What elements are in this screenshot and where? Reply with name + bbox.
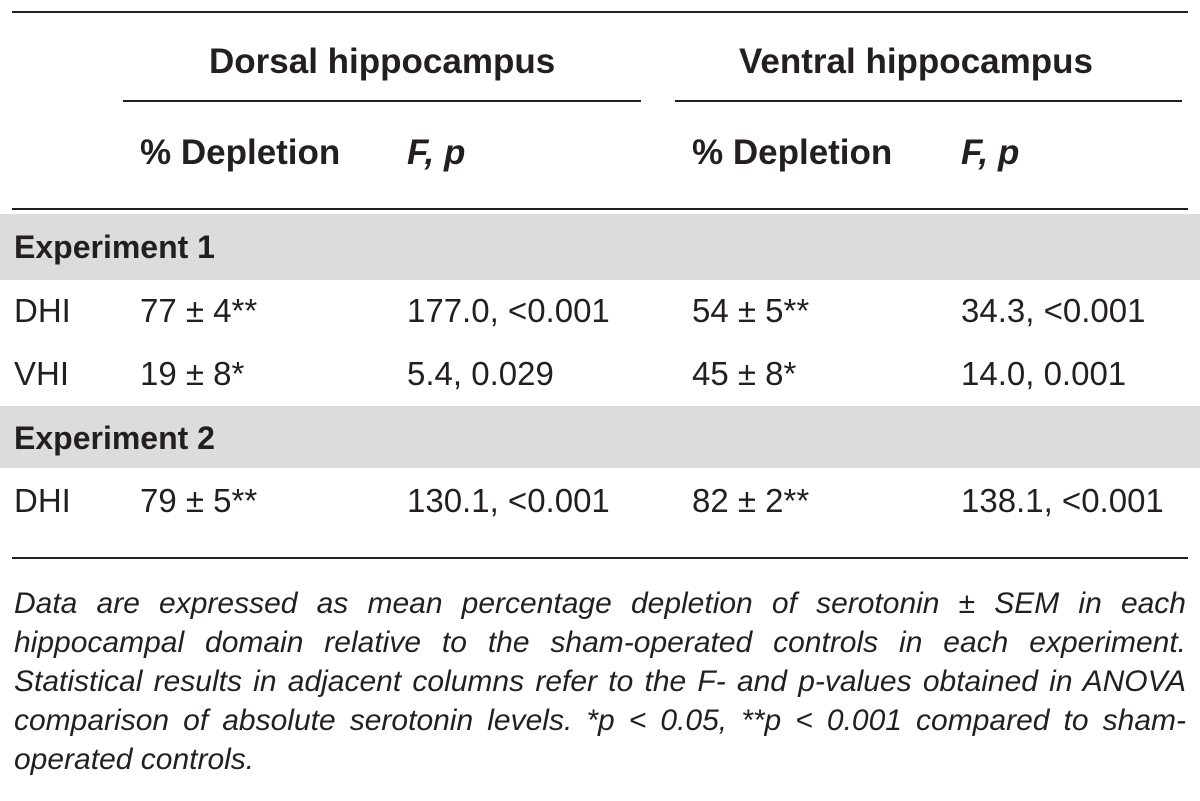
- column-header-dorsal-depletion: % Depletion: [140, 133, 341, 172]
- table-cell-ventral-depletion: 82 ± 2**: [692, 482, 810, 519]
- table-bottom-rule: [12, 557, 1188, 559]
- table-cell-group: DHI: [14, 482, 71, 519]
- column-header-dorsal-fp: F, p: [407, 133, 466, 172]
- ventral-group-header: Ventral hippocampus: [739, 42, 1093, 81]
- column-header-ventral-depletion: % Depletion: [692, 133, 893, 172]
- ventral-group-underline: [675, 100, 1182, 102]
- table-cell-group: DHI: [14, 292, 71, 329]
- table-cell-dorsal-fp: 177.0, <0.001: [407, 292, 610, 329]
- table-cell-ventral-fp: 138.1, <0.001: [961, 482, 1164, 519]
- table-cell-dorsal-fp: 130.1, <0.001: [407, 482, 610, 519]
- section-label-experiment-1: Experiment 1: [14, 229, 215, 265]
- table-footnote: Data are expressed as mean percentage depletion of serotonin ± SEM in each hippocampal domain relative to the sham-operated controls in each experiment. Statistical results in adjacent columns refer to the F- and p-values obtained in ANOVA comparison of absolute serotonin levels. *p < 0.05, **p < 0.001 compared to sham-operated controls.: [14, 587, 1186, 776]
- table-cell-ventral-depletion: 54 ± 5**: [692, 292, 810, 329]
- section-label-experiment-2: Experiment 2: [14, 420, 215, 456]
- table-cell-dorsal-depletion: 79 ± 5**: [140, 482, 258, 519]
- table-cell-ventral-fp: 34.3, <0.001: [961, 292, 1146, 329]
- table-top-rule: [12, 11, 1188, 13]
- table-cell-dorsal-depletion: 19 ± 8*: [140, 355, 245, 392]
- table-cell-dorsal-depletion: 77 ± 4**: [140, 292, 258, 329]
- table-cell-ventral-depletion: 45 ± 8*: [692, 355, 797, 392]
- dorsal-group-underline: [123, 100, 641, 102]
- table-cell-ventral-fp: 14.0, 0.001: [961, 355, 1127, 392]
- column-header-ventral-fp: F, p: [961, 133, 1020, 172]
- dorsal-group-header: Dorsal hippocampus: [209, 42, 556, 81]
- header-bottom-rule: [12, 208, 1188, 210]
- table-cell-dorsal-fp: 5.4, 0.029: [407, 355, 554, 392]
- table-cell-group: VHI: [14, 355, 70, 392]
